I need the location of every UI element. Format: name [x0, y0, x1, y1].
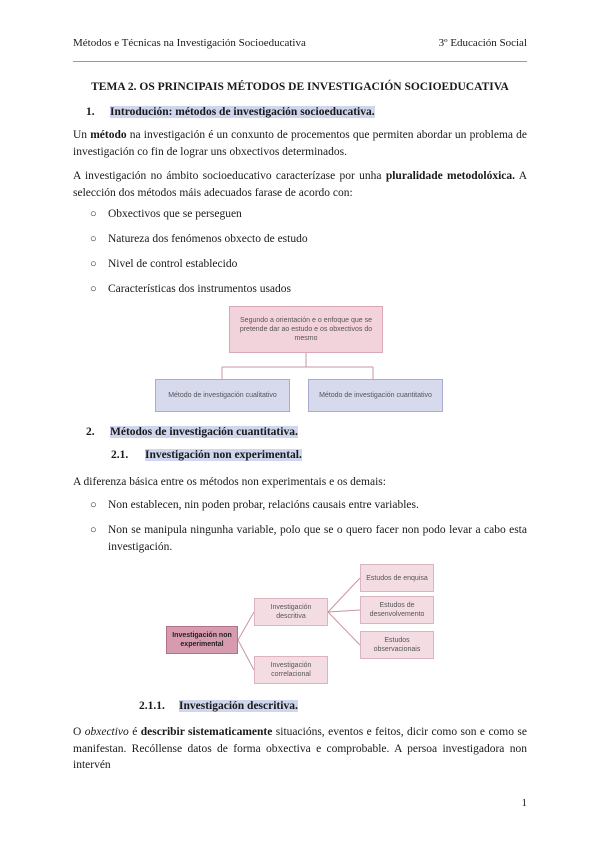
- diagram2-leaf-box: Estudos de enquisa: [360, 564, 434, 592]
- list-item-text: Características dos instrumentos usados: [108, 283, 292, 295]
- p4-pre: O: [73, 726, 85, 738]
- diagram2-leaf-box: Estudos observacionais: [360, 631, 434, 659]
- list-item-text: Nivel de control establecido: [108, 258, 238, 270]
- diagram2-correlational-box: Investigación correlacional: [254, 656, 328, 684]
- diagram1-qualitative-box: Método de investigación cualitativo: [155, 379, 290, 412]
- paragraph-descriptive-objective: [73, 724, 527, 774]
- p2-post: A selección dos métodos máis adecuados farase de acordo con:: [73, 170, 527, 199]
- section-2-heading: [86, 426, 298, 438]
- p4-post: situacións, eventos e feitos, dicir como son e como se manifestan. Recóllense datos de forma obxectiva e comprobable. A persoa investigadora non intervén: [73, 726, 528, 771]
- p4-italic: obxectivo: [84, 726, 129, 738]
- section-2-1-1-label: Investigación descritiva.: [179, 700, 298, 712]
- diagram2-descriptive-box: Investigación descritiva: [254, 598, 328, 626]
- p1-post: na investigación é un conxunto de procementos que permiten abordar un problema de investigación co fin de lograr uns obxectivos determinados.: [73, 129, 527, 158]
- p4-bold: describir sistematicamente: [140, 726, 273, 738]
- section-2-number: 2.: [86, 426, 95, 438]
- section-1-label: Introdución: métodos de investigación socioeducativa.: [110, 106, 375, 118]
- diagram2-root-box: Investigación non experimental: [166, 626, 238, 654]
- section-2-1-number: 2.1.: [111, 449, 129, 461]
- section-2-1-label: Investigación non experimental.: [145, 449, 302, 461]
- bullet-circle-icon: ○: [90, 233, 97, 245]
- paragraph-basic-difference: A diferenza básica entre os métodos non experimentais e os demais:: [73, 476, 386, 488]
- diagram1-top-box: Segundo a orientación e o enfoque que se pretende dar ao estudo e os obxectivos do mesmo: [229, 306, 383, 353]
- section-2-1-1-heading: [139, 700, 298, 712]
- bullet-circle-icon: ○: [90, 499, 97, 511]
- list-item: [90, 497, 527, 514]
- list-item-text: Natureza dos fenómenos obxecto de estudo: [108, 233, 308, 245]
- p1-bold: método: [90, 129, 127, 141]
- section-2-label: Métodos de investigación cuantitativa.: [110, 426, 298, 438]
- bullet-circle-icon: ○: [90, 524, 97, 536]
- header-left: Métodos e Técnicas na Investigación Socioeducativa: [73, 37, 306, 49]
- bullet-circle-icon: ○: [90, 208, 97, 220]
- bullet-circle-icon: ○: [90, 258, 97, 270]
- header-right: 3º Educación Social: [438, 37, 527, 49]
- list-item-text: Non establecen, nin poden probar, relacións causais entre variables.: [108, 499, 419, 511]
- diagram2-leaf-box: Estudos de desenvolvemento: [360, 596, 434, 624]
- list-item: [90, 522, 527, 555]
- p4-mid: é: [128, 726, 141, 738]
- section-2-1-heading: [111, 449, 302, 461]
- document-title: TEMA 2. OS PRINCIPAIS MÉTODOS DE INVESTIGACIÓN SOCIOEDUCATIVA: [91, 81, 509, 93]
- p1-pre: Un: [73, 129, 91, 141]
- section-2-1-1-number: 2.1.1.: [139, 700, 165, 712]
- list-item-text: Non se manipula ningunha variable, polo que se o quero facer non podo levar a cabo esta investigación.: [108, 524, 527, 553]
- p2-bold: pluralidade metodolóxica.: [385, 170, 516, 182]
- p2-pre: A investigación no ámbito socioeducativo caracterízase por unha: [73, 170, 386, 182]
- section-1-number: 1.: [86, 106, 95, 118]
- diagram1-quantitative-box: Método de investigación cuantitativo: [308, 379, 443, 412]
- bullet-circle-icon: ○: [90, 283, 97, 295]
- list-item-text: Obxectivos que se perseguen: [108, 208, 242, 220]
- page-number: 1: [521, 797, 527, 809]
